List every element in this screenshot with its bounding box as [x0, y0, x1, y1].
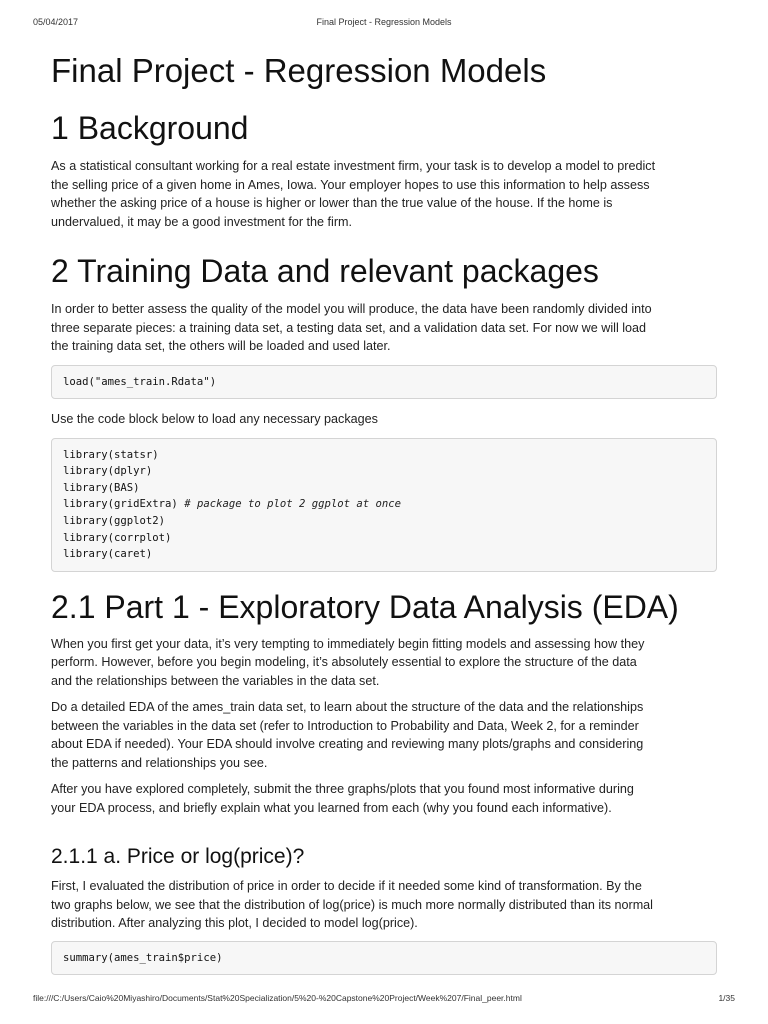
code-block-libraries[interactable]	[51, 438, 717, 572]
heading-background: 1 Background	[51, 110, 249, 146]
print-date: 05/04/2017	[33, 17, 79, 27]
paragraph-training-data: In order to better assess the quality of the model you will produce, the data have been randomly divided into three separate pieces: a training data set, a testing data set, and a validation data set. For now we will load the training data set, the others will be loaded and used later.	[51, 302, 652, 353]
file-url: file:///C:/Users/Caio%20Miyashiro/Documents/Stat%20Specialization/5%20-%20Capstone%20Project/Week%207/Final_peer.html	[33, 993, 522, 1003]
code-block-summary-price[interactable]	[51, 941, 717, 976]
page-number: 1/35	[718, 993, 735, 1003]
print-footer	[33, 993, 735, 1007]
heading-training-data: 2 Training Data and relevant packages	[51, 253, 599, 289]
document-body	[51, 50, 717, 975]
code-block-load-data[interactable]	[51, 365, 717, 400]
paragraph-eda-2: Do a detailed EDA of the ames_train data set, to learn about the structure of the data and the relationships between the variables in the data set (refer to Introduction to Probability and Data, Week 2, for a reminder about EDA if needed). Your EDA should involve creating and reviewing many plots/graphs and considering the patterns and relationships you see.	[51, 700, 644, 770]
paragraph-background: As a statistical consultant working for a real estate investment firm, your task is to develop a model to predict the selling price of a given home in Ames, Iowa. Your employer hopes to use this information to help assess whether the asking price of a house is higher or lower than the true value of the house. If the home is undervalued, it may be a good investment for the firm.	[51, 159, 656, 229]
paragraph-eda-1: When you first get your data, it’s very tempting to immediately begin fitting models and assessing how they perform. However, before you begin modeling, it’s absolutely essential to explore the structure of the data and the relationships between the variables in the data set.	[51, 636, 645, 688]
code-libraries-part1: library(statsr) library(dplyr) library(BAS) library(gridExtra)	[63, 448, 178, 511]
print-title: Final Project - Regression Models	[316, 17, 452, 27]
heading-price-or-log-price: 2.1.1 a. Price or log(price)?	[51, 845, 305, 869]
document-title: Final Project - Regression Models	[51, 52, 547, 89]
paragraph-price: First, I evaluated the distribution of price in order to decide if it needed some kind of transformation. By the two graphs below, we see that the distribution of log(price) is much more normally distributed than its normal distribution. After analyzing this plot, I decided to model log(price).	[51, 879, 653, 931]
print-header	[33, 17, 735, 31]
paragraph-packages-intro: Use the code block below to load any necessary packages	[51, 412, 378, 427]
paragraph-eda-3: After you have explored completely, submit the three graphs/plots that you found most informative during your EDA process, and briefly explain what you learned from each (why you found each informative).	[51, 782, 634, 815]
code-summary-price: summary(ames_train$price)	[63, 951, 223, 964]
heading-eda: 2.1 Part 1 - Exploratory Data Analysis (EDA)	[51, 588, 679, 625]
code-load-data: load("ames_train.Rdata")	[63, 375, 217, 388]
code-libraries-part2: library(ggplot2) library(corrplot) library(caret)	[63, 514, 172, 561]
code-comment: # package to plot 2 ggplot at once	[184, 498, 402, 511]
